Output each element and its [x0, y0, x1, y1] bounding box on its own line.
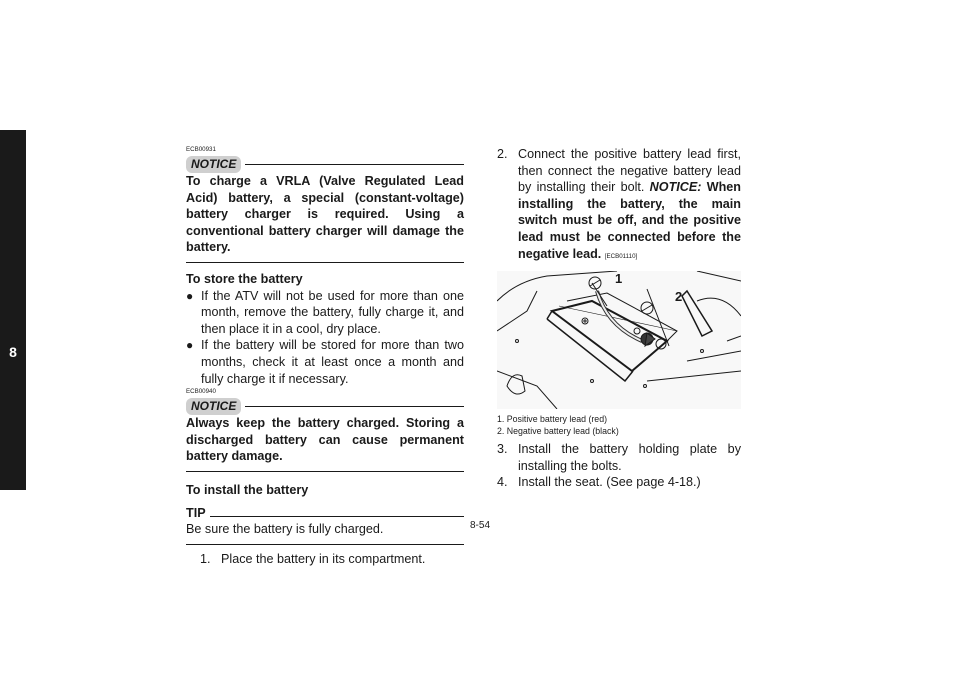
notice-header	[186, 156, 464, 173]
list-item	[186, 288, 464, 338]
notice-code: ECB00931	[186, 146, 216, 153]
list-item	[200, 551, 464, 568]
notice-header	[186, 398, 464, 415]
chapter-number: 8	[9, 344, 17, 360]
right-column	[497, 146, 741, 491]
step-text: Connect the positive battery lead first, then connect the negative battery lead by installing their bolt.	[518, 147, 741, 195]
notice-rule	[245, 406, 464, 407]
notice-badge: NOTICE	[186, 398, 241, 415]
notice-badge: NOTICE	[186, 156, 241, 173]
figure-caption	[497, 413, 741, 437]
inline-notice-label: NOTICE:	[649, 180, 702, 195]
notice-end-rule	[186, 471, 464, 472]
inline-notice-text: When installing the battery, the main switch must be off, and the positive lead must be connected before the negative lead.	[518, 180, 741, 261]
list-item	[186, 337, 464, 387]
battery-illustration	[497, 271, 741, 409]
inline-notice-code: [ECB01110]	[604, 252, 638, 260]
caption-line: 2. Negative battery lead (black)	[497, 426, 619, 437]
notice-text: To charge a VRLA (Valve Regulated Lead Acid) battery, a special (constant-voltage) battery charger is required. Using a conventional battery charger will damage the battery.	[186, 174, 464, 255]
list-item	[497, 474, 741, 491]
left-column	[186, 146, 464, 567]
step-text: Install the battery holding plate by installing the bolts.	[518, 442, 741, 473]
bullet-text: If the ATV will not be used for more than one month, remove the battery, fully charge it, and then place it in a cool, dry place.	[201, 288, 464, 336]
install-heading: To install the battery	[186, 482, 309, 497]
caption-line: 1. Positive battery lead (red)	[497, 414, 608, 425]
list-item	[497, 146, 741, 265]
tip-label: TIP	[186, 505, 206, 520]
step-number: 1.	[200, 551, 211, 566]
page-number: 8-54	[469, 520, 490, 531]
step-text: Install the seat. (See page 4-18.)	[518, 475, 701, 490]
bullet-text: If the battery will be stored for more than two months, check it at least once a month and fully charge it if necessary.	[201, 338, 464, 386]
bullet-icon: ●	[186, 288, 194, 303]
chapter-tab	[0, 130, 26, 490]
notice-rule	[245, 164, 464, 165]
tip-header	[186, 505, 464, 522]
step-number: 2.	[497, 147, 508, 161]
tip-end-rule	[186, 544, 464, 545]
battery-figure	[497, 271, 741, 409]
callout-2: 2	[675, 289, 683, 305]
step-number: 4.	[497, 475, 508, 490]
notice-end-rule	[186, 262, 464, 263]
notice-text: Always keep the battery charged. Storing a discharged battery can cause permanent battery damage.	[186, 416, 464, 464]
step-number: 3.	[497, 442, 508, 457]
bullet-icon: ●	[186, 338, 194, 353]
notice-code: ECB00940	[186, 388, 216, 396]
tip-rule	[210, 516, 464, 517]
tip-text: Be sure the battery is fully charged.	[186, 522, 384, 537]
step-text: Place the battery in its compartment.	[221, 551, 426, 566]
store-heading: To store the battery	[186, 271, 303, 286]
callout-1: 1	[615, 271, 623, 287]
list-item	[497, 441, 741, 474]
